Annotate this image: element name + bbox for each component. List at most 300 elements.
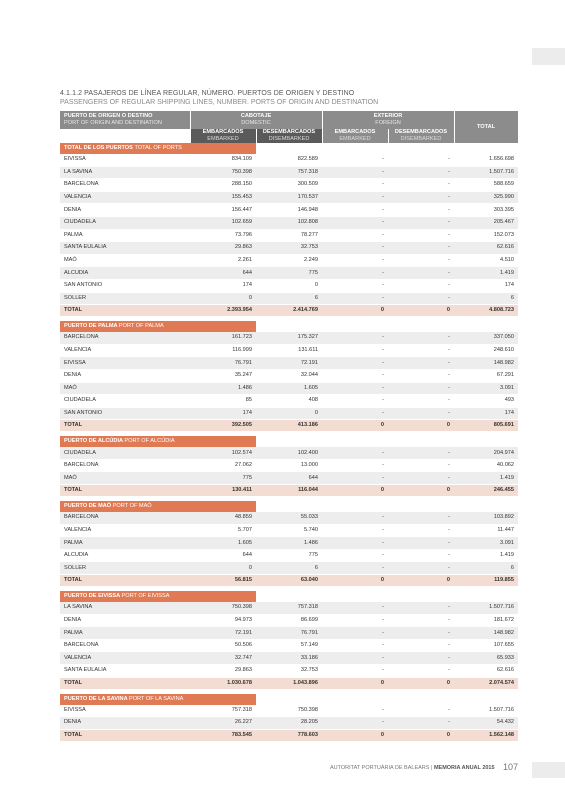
cell-cab-embarked: 161.723	[190, 332, 256, 344]
total-cell-port-name: TOTAL	[60, 729, 190, 741]
total-cell-cab-embarked: 56.815	[190, 575, 256, 587]
cell-cab-embarked: 750.398	[190, 166, 256, 179]
col-exterior-header	[322, 111, 454, 129]
total-cell-ext-disembarked: 0	[388, 420, 454, 432]
cell-port-name: PALMA	[60, 627, 190, 640]
cell-ext-disembarked: -	[388, 191, 454, 204]
section-header	[60, 694, 518, 705]
cell-ext-embarked: -	[322, 524, 388, 537]
cell-total: 152.073	[454, 229, 518, 242]
cell-ext-disembarked: -	[388, 166, 454, 179]
total-cell-ext-disembarked: 0	[388, 677, 454, 689]
cabotaje-label-en: DOMESTIC	[241, 120, 271, 126]
cell-cab-embarked: 76.791	[190, 357, 256, 370]
cell-ext-embarked: -	[322, 537, 388, 550]
cell-total: 1.507.716	[454, 166, 518, 179]
table-row	[60, 332, 518, 344]
cell-ext-embarked: -	[322, 267, 388, 280]
section-title	[60, 321, 256, 332]
section-filler	[256, 694, 518, 705]
cell-cab-disembarked: 86.699	[256, 614, 322, 627]
section-header	[60, 591, 518, 602]
footer-separator: |	[430, 765, 433, 771]
cell-ext-disembarked: -	[388, 705, 454, 717]
cell-total: 62.616	[454, 665, 518, 678]
cell-total: 1.419	[454, 472, 518, 485]
total-cell-ext-embarked: 0	[322, 575, 388, 587]
section-filler	[256, 143, 518, 154]
cell-cab-embarked: 2.261	[190, 254, 256, 267]
cell-port-name: VALENCIA	[60, 344, 190, 357]
cell-port-name: DENIA	[60, 717, 190, 730]
cell-total: 1.507.716	[454, 705, 518, 717]
cell-total: 1.419	[454, 549, 518, 562]
cell-ext-embarked: -	[322, 154, 388, 166]
table-row	[60, 717, 518, 730]
embarked-label: EMBARKED	[207, 136, 239, 142]
cell-cab-embarked: 288.150	[190, 179, 256, 192]
col-cab-desembarcados	[256, 129, 322, 143]
cell-cab-embarked: 35.247	[190, 369, 256, 382]
cell-total: 67.291	[454, 369, 518, 382]
total-cell-cab-disembarked: 63.040	[256, 575, 322, 587]
section-title	[60, 591, 256, 602]
cell-ext-embarked: -	[322, 332, 388, 344]
cell-cab-disembarked: 775	[256, 549, 322, 562]
section-title	[60, 694, 256, 705]
cell-cab-embarked: 94.973	[190, 614, 256, 627]
cell-cab-disembarked: 76.791	[256, 627, 322, 640]
col-ext-embarcados	[322, 129, 388, 143]
cell-port-name: DENIA	[60, 204, 190, 217]
cell-ext-embarked: -	[322, 652, 388, 665]
cell-port-name: DENIA	[60, 614, 190, 627]
cell-total: 148.982	[454, 357, 518, 370]
embarked-label: EMBARKED	[339, 136, 371, 142]
total-cell-cab-disembarked: 1.043.896	[256, 677, 322, 689]
page-number: 107	[503, 762, 519, 772]
cell-cab-disembarked: 0	[256, 279, 322, 292]
table-row	[60, 537, 518, 550]
cell-port-name: BARCELONA	[60, 512, 190, 524]
total-row	[60, 677, 518, 689]
cell-ext-embarked: -	[322, 357, 388, 370]
disembarked-label: DISEMBARKED	[400, 136, 442, 142]
table-row	[60, 524, 518, 537]
table-row	[60, 512, 518, 524]
header-blank-cell	[60, 129, 190, 143]
cell-port-name: LA SAVINA	[60, 166, 190, 179]
cell-port-name: BARCELONA	[60, 459, 190, 472]
section-title	[60, 143, 256, 154]
table-row	[60, 562, 518, 575]
table-row	[60, 447, 518, 459]
table-row	[60, 166, 518, 179]
cell-cab-disembarked: 408	[256, 395, 322, 408]
cell-ext-disembarked: -	[388, 639, 454, 652]
cell-ext-disembarked: -	[388, 254, 454, 267]
col-cab-embarcados	[190, 129, 256, 143]
cell-ext-embarked: -	[322, 447, 388, 459]
cell-cab-disembarked: 175.327	[256, 332, 322, 344]
total-cell-port-name: TOTAL	[60, 677, 190, 689]
section-title-en: PORT OF LA SAVINA	[128, 695, 184, 702]
table-row	[60, 179, 518, 192]
section-title	[60, 436, 256, 447]
cell-port-name: BARCELONA	[60, 332, 190, 344]
desembarcados-label: DESEMBARCADOS	[394, 129, 448, 135]
cell-cab-embarked: 174	[190, 279, 256, 292]
cell-ext-embarked: -	[322, 705, 388, 717]
cell-cab-disembarked: 5.740	[256, 524, 322, 537]
cell-ext-embarked: -	[322, 512, 388, 524]
cell-ext-disembarked: -	[388, 512, 454, 524]
table-body	[60, 143, 518, 741]
cell-cab-embarked: 29.863	[190, 665, 256, 678]
cell-cab-embarked: 26.227	[190, 717, 256, 730]
table-row	[60, 242, 518, 255]
cell-cab-disembarked: 55.033	[256, 512, 322, 524]
total-cell-ext-disembarked: 0	[388, 305, 454, 317]
section-header	[60, 321, 518, 332]
cell-total: 4.510	[454, 254, 518, 267]
total-cell-cab-disembarked: 778.603	[256, 729, 322, 741]
cell-port-name: MAÓ	[60, 382, 190, 395]
cell-total: 205.467	[454, 216, 518, 229]
section-header	[60, 436, 518, 447]
cell-cab-disembarked: 57.149	[256, 639, 322, 652]
cell-cab-disembarked: 131.611	[256, 344, 322, 357]
header-row-main	[60, 111, 518, 129]
section-filler	[256, 591, 518, 602]
cell-cab-embarked: 73.796	[190, 229, 256, 242]
footer-org: AUTORITAT PORTUÀRIA DE BALEARS	[330, 765, 430, 771]
cell-total: 62.616	[454, 242, 518, 255]
table-row	[60, 459, 518, 472]
cell-cab-disembarked: 6	[256, 562, 322, 575]
cell-cab-disembarked: 1.486	[256, 537, 322, 550]
cell-cab-disembarked: 28.205	[256, 717, 322, 730]
cell-port-name: PALMA	[60, 229, 190, 242]
total-cell-total: 119.855	[454, 575, 518, 587]
cell-cab-disembarked: 78.277	[256, 229, 322, 242]
cell-cab-embarked: 644	[190, 267, 256, 280]
cell-ext-disembarked: -	[388, 229, 454, 242]
cell-total: 588.659	[454, 179, 518, 192]
cell-port-name: CIUDADELA	[60, 216, 190, 229]
total-cell-total: 2.074.574	[454, 677, 518, 689]
total-cell-port-name: TOTAL	[60, 420, 190, 432]
cell-cab-disembarked: 757.318	[256, 602, 322, 614]
table-row	[60, 267, 518, 280]
table-row	[60, 154, 518, 166]
cell-port-name: DENIA	[60, 369, 190, 382]
cell-total: 107.655	[454, 639, 518, 652]
cell-total: 103.892	[454, 512, 518, 524]
col-ext-desembarcados	[388, 129, 454, 143]
table-row	[60, 382, 518, 395]
cell-cab-disembarked: 775	[256, 267, 322, 280]
cell-cab-embarked: 1.486	[190, 382, 256, 395]
cell-ext-disembarked: -	[388, 204, 454, 217]
cell-cab-disembarked: 72.191	[256, 357, 322, 370]
page-tab-marker-bottom	[532, 762, 565, 778]
table-row	[60, 665, 518, 678]
cell-port-name: VALENCIA	[60, 652, 190, 665]
cell-ext-embarked: -	[322, 627, 388, 640]
table-row	[60, 344, 518, 357]
cell-ext-embarked: -	[322, 191, 388, 204]
table-row	[60, 395, 518, 408]
col-port-header	[60, 111, 190, 129]
cell-cab-embarked: 834.109	[190, 154, 256, 166]
exterior-label-en: FOREIGN	[375, 120, 401, 126]
cell-ext-disembarked: -	[388, 537, 454, 550]
table-row	[60, 254, 518, 267]
cell-ext-embarked: -	[322, 254, 388, 267]
cell-total: 1.507.716	[454, 602, 518, 614]
cell-port-name: SAN ANTONIO	[60, 407, 190, 420]
cell-total: 148.982	[454, 627, 518, 640]
cell-ext-embarked: -	[322, 665, 388, 678]
header-row-sub	[60, 129, 518, 143]
cell-cab-disembarked: 32.044	[256, 369, 322, 382]
total-cell-cab-embarked: 2.393.954	[190, 305, 256, 317]
cell-ext-disembarked: -	[388, 279, 454, 292]
cell-port-name: VALENCIA	[60, 191, 190, 204]
section-title-en: PORT OF MAÓ	[112, 503, 152, 510]
cell-port-name: VALENCIA	[60, 524, 190, 537]
cell-total: 1.419	[454, 267, 518, 280]
col-total-header: TOTAL	[454, 111, 518, 143]
total-cell-cab-embarked: 130.411	[190, 485, 256, 497]
table-row	[60, 614, 518, 627]
cell-ext-disembarked: -	[388, 459, 454, 472]
table-row	[60, 369, 518, 382]
cell-total: 325.990	[454, 191, 518, 204]
total-cell-total: 246.455	[454, 485, 518, 497]
cell-port-name: SANTA EULALIA	[60, 242, 190, 255]
cell-cab-embarked: 48.859	[190, 512, 256, 524]
total-cell-port-name: TOTAL	[60, 305, 190, 317]
cell-ext-embarked: -	[322, 407, 388, 420]
section-filler	[256, 436, 518, 447]
cell-total: 11.447	[454, 524, 518, 537]
cell-total: 54.432	[454, 717, 518, 730]
cell-cab-embarked: 85	[190, 395, 256, 408]
cell-ext-embarked: -	[322, 639, 388, 652]
total-cell-ext-embarked: 0	[322, 420, 388, 432]
cell-total: 204.974	[454, 447, 518, 459]
cell-ext-embarked: -	[322, 459, 388, 472]
cell-ext-disembarked: -	[388, 216, 454, 229]
cell-cab-disembarked: 6	[256, 292, 322, 305]
section-title-en: PORT OF ALCÚDIA	[124, 438, 175, 445]
table-row	[60, 549, 518, 562]
total-cell-ext-disembarked: 0	[388, 575, 454, 587]
cell-cab-embarked: 775	[190, 472, 256, 485]
total-cell-ext-disembarked: 0	[388, 729, 454, 741]
cell-cab-disembarked: 2.249	[256, 254, 322, 267]
cell-ext-disembarked: -	[388, 652, 454, 665]
cell-ext-embarked: -	[322, 369, 388, 382]
total-cell-cab-disembarked: 413.186	[256, 420, 322, 432]
cell-total: 493	[454, 395, 518, 408]
cell-total: 248.610	[454, 344, 518, 357]
cell-ext-embarked: -	[322, 472, 388, 485]
cell-cab-disembarked: 822.589	[256, 154, 322, 166]
total-row	[60, 305, 518, 317]
cell-ext-disembarked: -	[388, 242, 454, 255]
cell-ext-disembarked: -	[388, 524, 454, 537]
table-row	[60, 204, 518, 217]
total-cell-port-name: TOTAL	[60, 485, 190, 497]
cell-ext-embarked: -	[322, 242, 388, 255]
cell-ext-embarked: -	[322, 166, 388, 179]
cell-ext-disembarked: -	[388, 602, 454, 614]
cell-cab-embarked: 102.574	[190, 447, 256, 459]
cell-cab-embarked: 174	[190, 407, 256, 420]
cell-ext-disembarked: -	[388, 382, 454, 395]
cell-ext-disembarked: -	[388, 267, 454, 280]
cell-cab-disembarked: 750.398	[256, 705, 322, 717]
total-cell-ext-disembarked: 0	[388, 485, 454, 497]
table-row	[60, 639, 518, 652]
cell-cab-disembarked: 13.000	[256, 459, 322, 472]
table-row	[60, 472, 518, 485]
cell-ext-disembarked: -	[388, 717, 454, 730]
cell-ext-embarked: -	[322, 382, 388, 395]
cell-total: 181.672	[454, 614, 518, 627]
cell-cab-embarked: 0	[190, 562, 256, 575]
cell-ext-disembarked: -	[388, 369, 454, 382]
cell-cab-disembarked: 1.605	[256, 382, 322, 395]
table-row	[60, 191, 518, 204]
cell-port-name: MAÓ	[60, 472, 190, 485]
cell-cab-embarked: 50.506	[190, 639, 256, 652]
cell-cab-embarked: 757.318	[190, 705, 256, 717]
cell-ext-disembarked: -	[388, 154, 454, 166]
cell-ext-embarked: -	[322, 204, 388, 217]
cell-cab-embarked: 116.999	[190, 344, 256, 357]
section-title-es: PUERTO DE MAÓ	[64, 503, 112, 510]
cell-ext-disembarked: -	[388, 627, 454, 640]
disembarked-label: DISEMBARKED	[268, 136, 310, 142]
cell-port-name: PALMA	[60, 537, 190, 550]
section-title-en: PORT OF EIVISSA	[121, 593, 170, 600]
cell-ext-embarked: -	[322, 614, 388, 627]
cell-ext-disembarked: -	[388, 395, 454, 408]
total-cell-ext-embarked: 0	[322, 485, 388, 497]
cell-ext-embarked: -	[322, 279, 388, 292]
table-row	[60, 357, 518, 370]
cell-ext-disembarked: -	[388, 472, 454, 485]
section-title-es: PUERTO DE LA SAVINA	[64, 695, 128, 702]
section-title-en: TOTAL OF PORTS	[134, 145, 182, 151]
total-cell-cab-embarked: 1.030.678	[190, 677, 256, 689]
page-footer	[330, 765, 530, 771]
cell-port-name: EIVISSA	[60, 357, 190, 370]
cell-cab-disembarked: 0	[256, 407, 322, 420]
cell-ext-embarked: -	[322, 229, 388, 242]
cell-cab-embarked: 102.659	[190, 216, 256, 229]
cell-cab-embarked: 750.398	[190, 602, 256, 614]
total-cell-ext-embarked: 0	[322, 305, 388, 317]
total-cell-cab-embarked: 392.505	[190, 420, 256, 432]
section-title-es: PUERTO DE EIVISSA	[64, 593, 120, 600]
section-header	[60, 143, 518, 154]
cell-ext-embarked: -	[322, 179, 388, 192]
table-row	[60, 279, 518, 292]
cell-total: 1.656.698	[454, 154, 518, 166]
cell-ext-disembarked: -	[388, 549, 454, 562]
table-row	[60, 229, 518, 242]
cell-ext-embarked: -	[322, 549, 388, 562]
cell-ext-disembarked: -	[388, 614, 454, 627]
page-tab-marker	[532, 48, 565, 65]
cell-total: 65.933	[454, 652, 518, 665]
title-english: PASSENGERS OF REGULAR SHIPPING LINES, NUMBER. PORTS OF ORIGIN AND DESTINATION	[60, 99, 379, 106]
cell-total: 6	[454, 562, 518, 575]
cell-ext-embarked: -	[322, 216, 388, 229]
cell-ext-disembarked: -	[388, 357, 454, 370]
cell-cab-disembarked: 644	[256, 472, 322, 485]
cell-port-name: CIUDADELA	[60, 447, 190, 459]
passengers-table	[60, 111, 519, 741]
cell-port-name: MAÓ	[60, 254, 190, 267]
cell-ext-embarked: -	[322, 344, 388, 357]
cell-ext-disembarked: -	[388, 332, 454, 344]
table-row	[60, 407, 518, 420]
cell-ext-embarked: -	[322, 292, 388, 305]
cell-cab-embarked: 27.062	[190, 459, 256, 472]
total-row	[60, 420, 518, 432]
cell-cab-embarked: 156.447	[190, 204, 256, 217]
cell-ext-disembarked: -	[388, 179, 454, 192]
cell-ext-embarked: -	[322, 717, 388, 730]
table-row	[60, 652, 518, 665]
cell-port-name: SOLLER	[60, 562, 190, 575]
total-cell-cab-disembarked: 116.044	[256, 485, 322, 497]
cell-cab-embarked: 32.747	[190, 652, 256, 665]
cell-port-name: EIVISSA	[60, 154, 190, 166]
cell-cab-embarked: 1.605	[190, 537, 256, 550]
total-cell-total: 1.562.148	[454, 729, 518, 741]
cell-total: 6	[454, 292, 518, 305]
cell-cab-embarked: 644	[190, 549, 256, 562]
cell-cab-disembarked: 146.948	[256, 204, 322, 217]
cell-ext-embarked: -	[322, 562, 388, 575]
section-title-es: PUERTO DE PALMA	[64, 323, 118, 330]
embarcados-label: EMBARCADOS	[202, 129, 244, 135]
section-title-es: TOTAL DE LOS PUERTOS	[64, 145, 133, 151]
cell-ext-disembarked: -	[388, 665, 454, 678]
footer-report: MEMORIA ANUAL 2015	[433, 765, 495, 771]
col-cabotaje-header	[190, 111, 322, 129]
cell-cab-embarked: 0	[190, 292, 256, 305]
table-title	[60, 89, 520, 107]
cell-ext-embarked: -	[322, 395, 388, 408]
cabotaje-label: CABOTAJE	[240, 113, 272, 119]
cell-cab-disembarked: 170.537	[256, 191, 322, 204]
total-cell-total: 4.808.723	[454, 305, 518, 317]
total-cell-ext-embarked: 0	[322, 677, 388, 689]
section-title-es: PUERTO DE ALCÚDIA	[64, 438, 123, 445]
cell-total: 337.050	[454, 332, 518, 344]
cell-port-name: ALCUDIA	[60, 549, 190, 562]
total-cell-total: 805.691	[454, 420, 518, 432]
section-filler	[256, 501, 518, 512]
